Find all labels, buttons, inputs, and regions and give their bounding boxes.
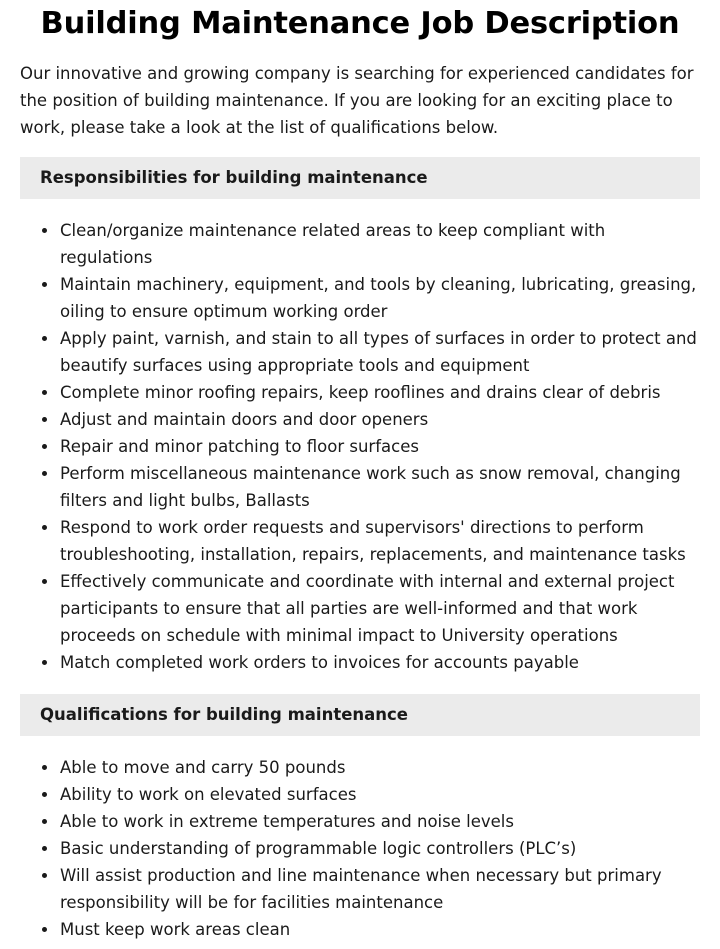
page-title: Building Maintenance Job Description xyxy=(40,6,680,41)
qualifications-heading: Qualifications for building maintenance xyxy=(20,694,700,736)
list-item: Complete minor roofing repairs, keep rooflines and drains clear of debris xyxy=(60,379,700,406)
list-item: Match completed work orders to invoices for accounts payable xyxy=(60,649,700,676)
list-item: Adjust and maintain doors and door openers xyxy=(60,406,700,433)
responsibilities-heading: Responsibilities for building maintenance xyxy=(20,157,700,199)
list-item: Able to move and carry 50 pounds xyxy=(60,754,700,781)
intro-paragraph: Our innovative and growing company is searching for experienced candidates for the position of building maintenance. If you are looking for an exciting place to work, please take a look at the list of qualifications below. xyxy=(20,64,694,137)
list-item: Perform miscellaneous maintenance work such as snow removal, changing filters and light bulbs, Ballasts xyxy=(60,460,700,514)
list-item: Respond to work order requests and supervisors' directions to perform troubleshooting, installation, repairs, replacements, and maintenance tasks xyxy=(60,514,700,568)
list-item: Able to work in extreme temperatures and noise levels xyxy=(60,808,700,835)
list-item: Repair and minor patching to floor surfaces xyxy=(60,433,700,460)
list-item: Apply paint, varnish, and stain to all types of surfaces in order to protect and beautify surfaces using appropriate tools and equipment xyxy=(60,325,700,379)
list-item: Will assist production and line maintenance when necessary but primary responsibility will be for facilities maintenance xyxy=(60,862,700,916)
list-item: Ability to work on elevated surfaces xyxy=(60,781,700,808)
responsibilities-list xyxy=(20,217,700,676)
list-item: Effectively communicate and coordinate with internal and external project participants to ensure that all parties are well-informed and that work proceeds on schedule with minimal impact to University operations xyxy=(60,568,700,649)
list-item: Maintain machinery, equipment, and tools by cleaning, lubricating, greasing, oiling to ensure optimum working order xyxy=(60,271,700,325)
list-item: Clean/organize maintenance related areas to keep compliant with regulations xyxy=(60,217,700,271)
qualifications-list xyxy=(20,754,700,943)
list-item: Basic understanding of programmable logic controllers (PLC’s) xyxy=(60,835,700,862)
list-item: Must keep work areas clean xyxy=(60,916,700,943)
